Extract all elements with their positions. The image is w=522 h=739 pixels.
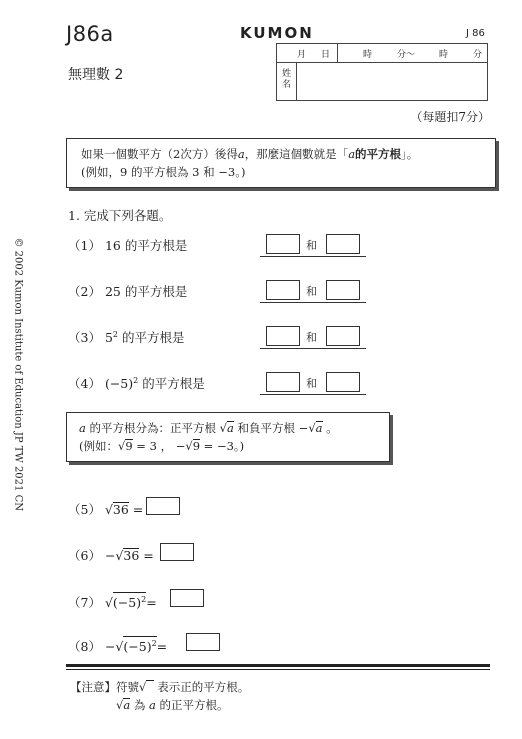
worksheet-code-small: J 86 [466,28,485,39]
brand-logo: KUMON [240,24,314,42]
answer-box-4b[interactable] [326,372,360,392]
answer-box-8[interactable] [186,633,220,651]
answer-box-4a[interactable] [266,372,300,392]
question-4: （4） $(-5)^2$ 的平方根是 [68,375,205,391]
answer-box-1b[interactable] [326,234,360,254]
divider [337,44,338,62]
note-line-1: 【注意】符號√ 表示正的平方根。 [70,680,250,694]
and-label: 和 [306,285,317,298]
worksheet-code: J86a [66,22,114,46]
day-label: 日 [321,50,331,60]
hour2-label: 時 [439,50,449,60]
hour-label: 時 [363,50,373,60]
minute-from-label: 分～ [397,50,416,60]
definition-box-square-root [66,138,496,188]
answer-box-1a[interactable] [266,234,300,254]
question-7: （7） $√(-5)^2=$ [68,592,157,611]
question-3: （3） $5^2$ 的平方根是 [68,329,185,345]
divider-rule [66,669,490,670]
and-label: 和 [306,331,317,344]
answer-box-3b[interactable] [326,326,360,346]
question-2: （2） 25 的平方根是 [68,284,188,299]
section-title: 1. 完成下列各題。 [68,208,172,223]
score-note: （每題扣7分） [410,110,490,124]
answer-box-3a[interactable] [266,326,300,346]
info-box [276,43,488,101]
answer-box-2a[interactable] [266,280,300,300]
underline [260,348,366,349]
definition-box-positive-negative-root [66,412,390,462]
question-6: （6） −√36 = [68,548,154,563]
divider-rule [66,664,490,667]
question-1: （1） 16 的平方根是 [68,238,188,253]
definition2-line-2: (例如：√9 = 3 ， −√9 = −3。) [79,439,245,453]
answer-box-7[interactable] [170,589,204,607]
note-line-2: √a 為 a 的正平方根。 [116,698,229,712]
answer-box-5[interactable] [146,497,180,515]
worksheet-title: 無理數 2 [68,67,124,83]
underline [260,302,366,303]
question-5: （5） √36 = [68,502,144,517]
and-label: 和 [306,239,317,252]
date-time-row [277,44,487,63]
underline [260,256,366,257]
copyright-text: © 2002 Kumon Institute of Education JP TW 2021 CN [12,237,24,511]
month-label: 月 [297,50,307,60]
definition-line-2: (例如，9 的平方根為 3 和 −3。) [81,165,246,179]
and-label: 和 [306,377,317,390]
answer-box-6[interactable] [160,543,194,561]
definition-line-1: 如果一個數平方（2次方）後得a，那麼這個數就是「a的平方根」。 [81,147,419,161]
name-label: 姓 名 [277,62,297,100]
definition2-line-1: a 的平方根分為：正平方根 √a 和負平方根 −√a 。 [79,421,338,435]
answer-box-2b[interactable] [326,280,360,300]
question-8: $(8) -√(-5)^2=$ [68,636,167,655]
underline [260,394,366,395]
minute2-label: 分 [473,50,483,60]
